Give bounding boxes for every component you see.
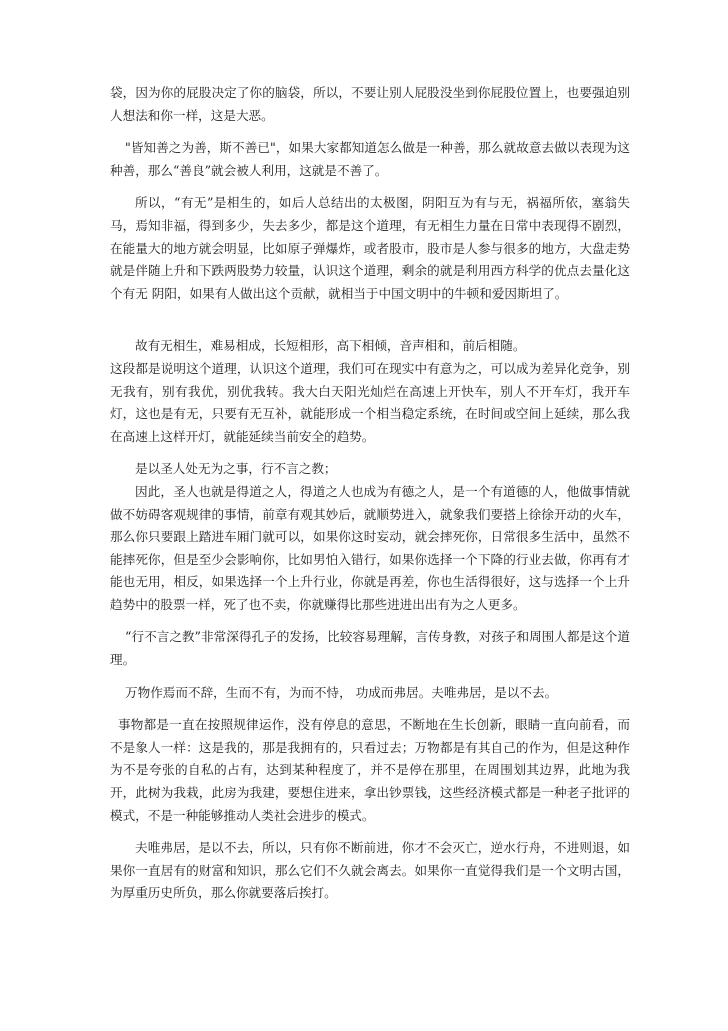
paragraph-4: 故有无相生，难易相成，长短相形，高下相倾，音声相和，前后相随。 (135, 338, 526, 354)
paragraph-3: 所以，“有无”是相生的，如后人总结出的太极图，阴阳互为有与无，祸福所依，塞翁失马，焉知非福，得到多少，失去多少，都是这个道理，有无相生力量在日常中表现得不剧烈，在能量大的地方就会明显，比如原子弹爆炸，或者股市，股市是人参与很多的地方，大盘走势就是伴随上升和下跌两股势力较量，认识这个道理，剩余的就是利用西方科学的优点去量化这个有无 阴阳，如果有人做出这个贡献，就相当于中国文明中的牛顿和爱因斯坦了。 (110, 195, 630, 301)
paragraph-2: "皆知善之为善，斯不善已"，如果大家都知道怎么做是一种善，那么就故意去做以表现为这种善，那么“善良”就会被人利用，这就是不善了。 (110, 140, 630, 178)
document-page (110, 82, 630, 905)
paragraph-1: 袋，因为你的屁股决定了你的脑袋，所以，不要让别人屁股没坐到你屁股位置上，也要强迫别人想法和你一样，这是大恶。 (110, 85, 630, 123)
paragraph-8: “行不言之教”非常深得孔子的发扬，比较容易理解，言传身教，对孩子和周围人都是这个道理。 (110, 629, 630, 668)
paragraph-5: 这段都是说明这个道理，认识这个道理，我们可在现实中有意为之，可以成为差异化竞争，别无我有，别有我优，别优我转。我大白天阳光灿烂在高速上开快车，别人不开车灯，我开车灯，这也是有无，只要有无互补，就能形成一个相当稳定系统，在时间或空间上延续，那么我在高速上这样开灯，就能延续当前安全的趋势。 (110, 360, 630, 444)
paragraph-10: 事物都是一直在按照规律运作，没有停息的意思，不断地在生长创新，眼睛一直向前看，而不是象人一样：这是我的，那是我拥有的，只看过去；万物都是有其自己的作为，但是这种作为不是夸张的自私的占有，达到某种程度了，并不是停在那里，在周围划其边界，此地为我开，此树为我栽，此房为我建，要想住进来，拿出钞票钱，这些经济模式都是一种老子批评的模式，不是一种能够推动人类社会进步的模式。 (110, 717, 630, 823)
paragraph-6: 是以圣人处无为之事，行不言之教； (135, 461, 337, 477)
paragraph-7: 因此，圣人也就是得道之人，得道之人也成为有德之人，是一个有道德的人，他做事情就做不妨碍客观规律的事情，前章有观其妙后，就顺势进入，就象我们要搭上徐徐开动的火车，那么你只要跟上踏进车厢门就可以，如果你这时妄动，就会摔死你，日常很多生活中，虽然不能摔死你，但是至少会影响你，比如男怕入错行，如果你选择一个下降的行业去做，你再有才能也无用，相反，如果选择一个上升行业，你就是再差，你也生活得很好，这与选择一个上升趋势中的股票一样，死了也不卖，你就赚得比那些进进出出有为之人更多。 (110, 483, 630, 612)
paragraph-9: 万物作焉而不辞，生而不有，为而不恃， 功成而弗居。夫唯弗居，是以不去。 (125, 684, 558, 700)
paragraph-11: 夫唯弗居，是以不去，所以，只有你不断前进，你才不会灭亡，逆水行舟，不进则退，如果你一直居有的财富和知识，那么它们不久就会离去。如果你一直觉得我们是一个文明古国，为厚重历史所负，那么你就要落后挨打。 (110, 840, 630, 901)
